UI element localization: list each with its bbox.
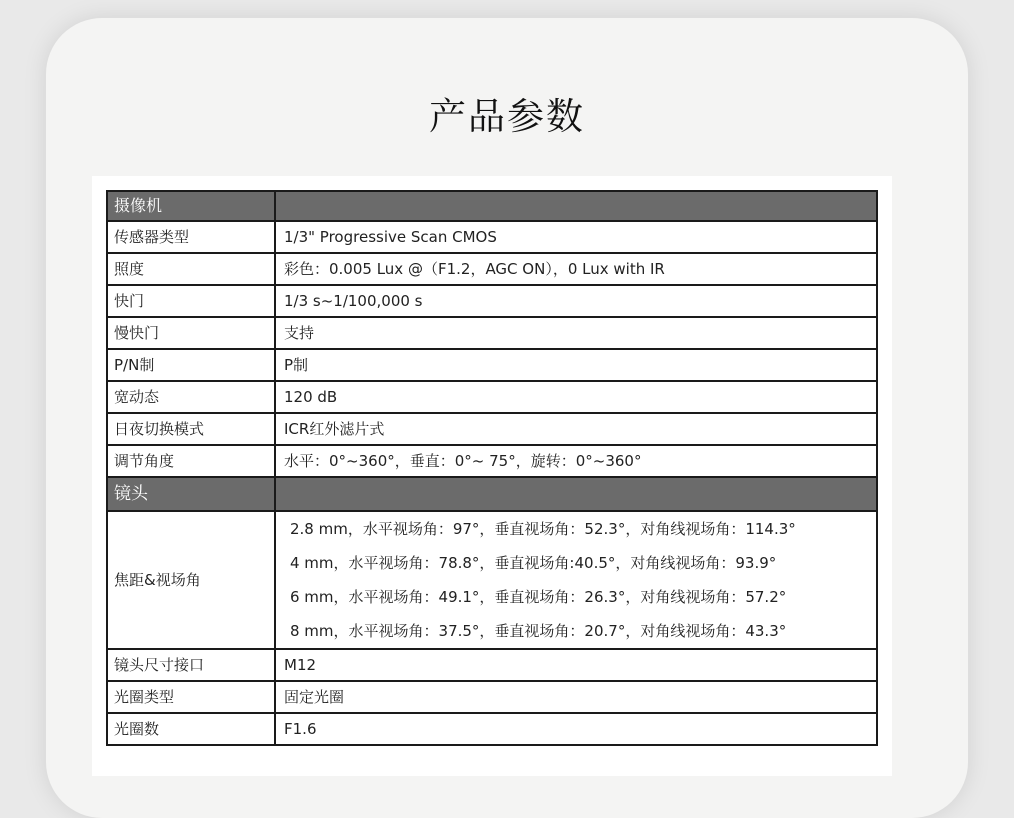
table-row [107,285,877,317]
spec-table [106,190,878,746]
table-row [107,349,877,381]
row-label: 慢快门 [107,317,275,349]
table-row [107,413,877,445]
section-header-blank [275,191,877,221]
row-value: ICR红外滤片式 [275,413,877,445]
row-label: 传感器类型 [107,221,275,253]
table-row [107,445,877,477]
row-value: 水平：0°~360°，垂直：0°~ 75°，旋转：0°~360° [275,445,877,477]
page-title: 产品参数 [429,95,585,138]
section-header-row [107,191,877,221]
row-label: 调节角度 [107,445,275,477]
row-value: 120 dB [275,381,877,413]
row-label: 光圈类型 [107,681,275,713]
row-value: P制 [275,349,877,381]
table-row [107,317,877,349]
row-value: 彩色：0.005 Lux @（F1.2，AGC ON），0 Lux with IR [275,253,877,285]
focal-line: 6 mm，水平视场角：49.1°，垂直视场角：26.3°，对角线视场角：57.2° [290,588,787,606]
row-value: 1/3" Progressive Scan CMOS [275,221,877,253]
section-header-lens: 镜头 [107,477,275,511]
row-label: 快门 [107,285,275,317]
focal-lines-cell [275,511,877,649]
row-label: P/N制 [107,349,275,381]
table-row [107,681,877,713]
row-label: 焦距&视场角 [107,511,275,649]
focal-line: 4 mm，水平视场角：78.8°，垂直视场角:40.5°，对角线视场角：93.9° [290,554,777,572]
row-value: 支持 [275,317,877,349]
focal-line: 8 mm，水平视场角：37.5°，垂直视场角：20.7°，对角线视场角：43.3° [290,622,787,640]
row-label: 照度 [107,253,275,285]
section-header-row [107,477,877,511]
table-row [107,511,877,649]
row-label: 光圈数 [107,713,275,745]
table-row [107,713,877,745]
row-value: 固定光圈 [275,681,877,713]
table-row [107,253,877,285]
table-row [107,221,877,253]
row-value: M12 [275,649,877,681]
section-header-camera: 摄像机 [107,191,275,221]
row-value: F1.6 [275,713,877,745]
table-row [107,381,877,413]
focal-line: 2.8 mm，水平视场角：97°，垂直视场角：52.3°，对角线视场角：114.3° [290,520,796,538]
table-row [107,649,877,681]
row-value: 1/3 s~1/100,000 s [275,285,877,317]
section-header-blank [275,477,877,511]
row-label: 日夜切换模式 [107,413,275,445]
row-label: 镜头尺寸接口 [107,649,275,681]
row-label: 宽动态 [107,381,275,413]
